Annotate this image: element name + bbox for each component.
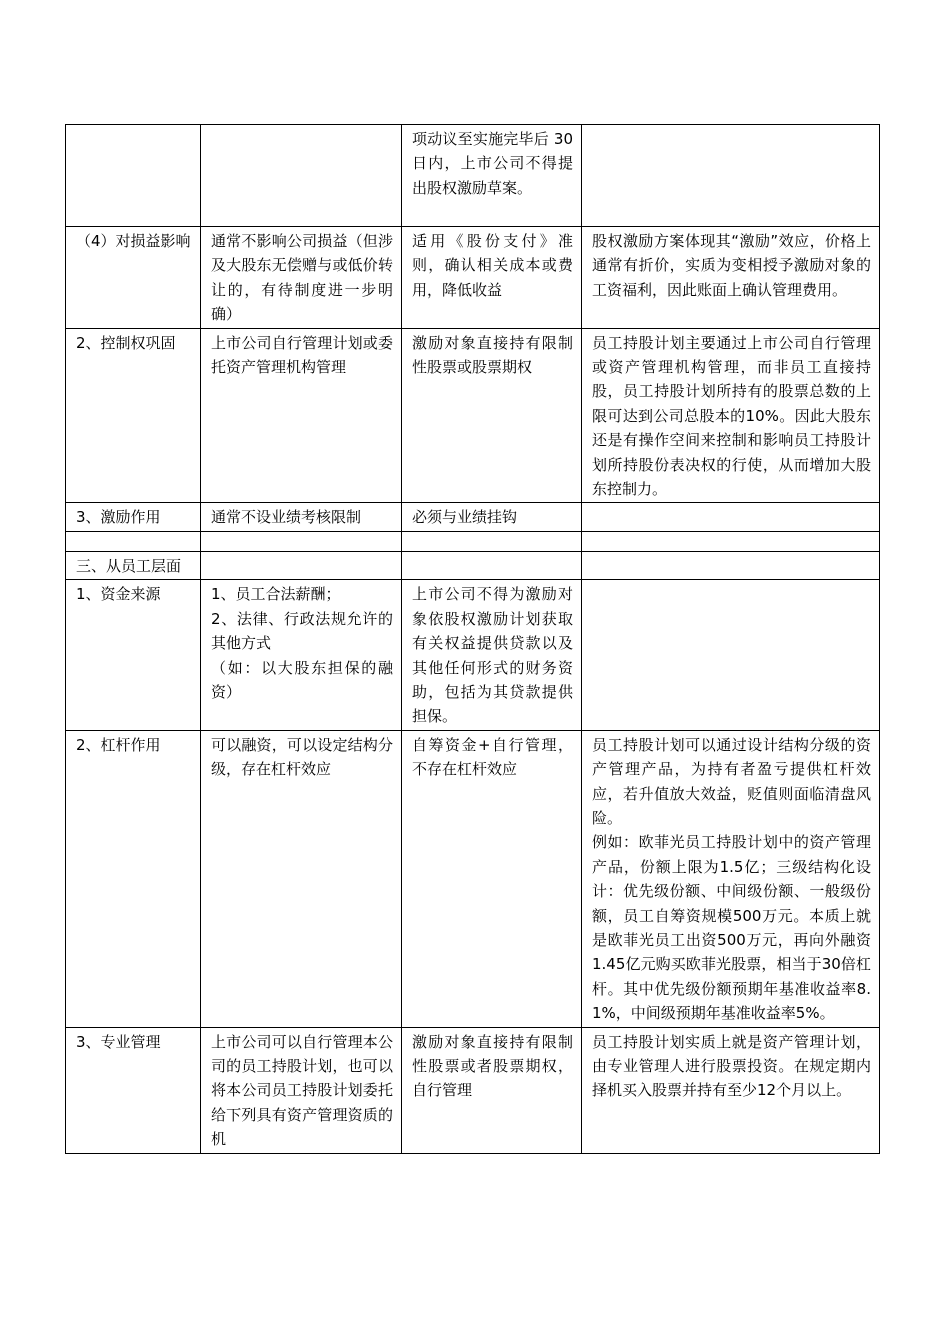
- remark-cell: 股权激励方案体现其“激励”效应，价格上通常有折价，实质为变相授予激励对象的工资福利，因此账面上确认管理费用。: [582, 227, 880, 329]
- employee-plan-cell: 上市公司自行管理计划或委托资产管理机构管理: [201, 328, 402, 503]
- remark-cell: [582, 125, 880, 227]
- remark-cell: [582, 531, 880, 551]
- employee-plan-cell: 上市公司可以自行管理本公司的员工持股计划，也可以将本公司员工持股计划委托给下列具有资产管理资质的机: [201, 1027, 402, 1153]
- table-row: [66, 503, 880, 531]
- remark-cell: 员工持股计划主要通过上市公司自行管理或资产管理机构管理，而非员工直接持股，员工持股计划所持有的股票总数的上限可达到公司总股本的10%。因此大股东还是有操作空间来控制和影响员工持股计划所持股份表决权的行使，从而增加大股东控制力。: [582, 328, 880, 503]
- equity-incentive-cell: 适用《股份支付》准则，确认相关成本或费用，降低收益: [402, 227, 582, 329]
- row-label-cell: 2、控制权巩固: [66, 328, 201, 503]
- remark-cell: 员工持股计划实质上就是资产管理计划，由专业管理人进行股票投资。在规定期内择机买入股票并持有至少12个月以上。: [582, 1027, 880, 1153]
- section-title: 三、从员工层面: [66, 551, 201, 579]
- employee-plan-cell: 通常不影响公司损益（但涉及大股东无偿赠与或低价转让的，有待制度进一步明确）: [201, 227, 402, 329]
- equity-incentive-cell: 激励对象直接持有限制性股票或者股票期权，自行管理: [402, 1027, 582, 1153]
- row-label-cell: [66, 125, 201, 227]
- row-label-cell: 3、专业管理: [66, 1027, 201, 1153]
- table-row: [66, 531, 880, 551]
- remark-cell: [582, 580, 880, 730]
- equity-incentive-cell: 项动议至实施完毕后 30 日内，上市公司不得提出股权激励草案。: [402, 125, 582, 227]
- equity-incentive-cell: 上市公司不得为激励对象依股权激励计划获取有关权益提供贷款以及其他任何形式的财务资助，包括为其贷款提供担保。: [402, 580, 582, 730]
- equity-incentive-cell: 自筹资金+自行管理，不存在杠杆效应: [402, 730, 582, 1027]
- employee-plan-cell: [201, 531, 402, 551]
- remark-cell: [582, 551, 880, 579]
- row-label-cell: 1、资金来源: [66, 580, 201, 730]
- equity-incentive-cell: [402, 551, 582, 579]
- table-row: [66, 125, 880, 227]
- table-row: [66, 1027, 880, 1153]
- equity-incentive-cell: 激励对象直接持有限制性股票或股票期权: [402, 328, 582, 503]
- employee-plan-cell: 1、员工合法薪酬； 2、法律、行政法规允许的其他方式 （如：以大股东担保的融资）: [201, 580, 402, 730]
- employee-plan-cell: 通常不设业绩考核限制: [201, 503, 402, 531]
- equity-incentive-cell: 必须与业绩挂钩: [402, 503, 582, 531]
- employee-plan-cell: [201, 125, 402, 227]
- table-row: [66, 328, 880, 503]
- section-header-row: [66, 551, 880, 579]
- employee-plan-cell: 可以融资，可以设定结构分级，存在杠杆效应: [201, 730, 402, 1027]
- table-row: [66, 580, 880, 730]
- employee-plan-cell: [201, 551, 402, 579]
- row-label-cell: 3、激励作用: [66, 503, 201, 531]
- row-label-cell: 2、杠杆作用: [66, 730, 201, 1027]
- remark-cell: [582, 503, 880, 531]
- equity-incentive-cell: [402, 531, 582, 551]
- table-row: [66, 227, 880, 329]
- comparison-table: [65, 124, 880, 1154]
- row-label-cell: [66, 531, 201, 551]
- remark-cell: 员工持股计划可以通过设计结构分级的资产管理产品，为持有者盈亏提供杠杆效应，若升值放大效益，贬值则面临清盘风险。 例如：欧菲光员工持股计划中的资产管理产品，份额上限为1.5亿；三级结构化设计：优先级份额、中间级份额、一般级份额，员工自筹资规模500万元。本质上就是欧菲光员工出资500万元，再向外融资1.45亿元购买欧菲光股票，相当于30倍杠杆。其中优先级份额预期年基准收益率8.1%，中间级预期年基准收益率5%。: [582, 730, 880, 1027]
- table-row: [66, 730, 880, 1027]
- row-label-cell: （4）对损益影响: [66, 227, 201, 329]
